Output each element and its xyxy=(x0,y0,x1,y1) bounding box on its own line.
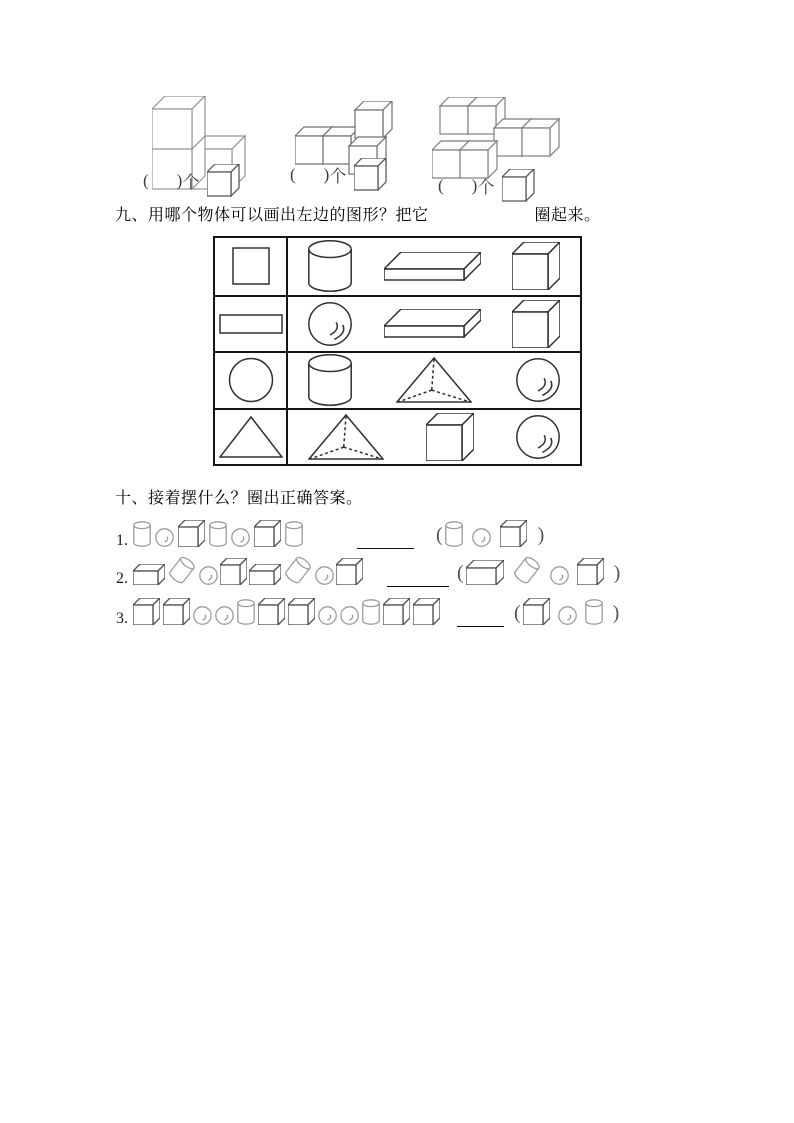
circle-icon xyxy=(228,357,274,403)
section-9-heading-tail: 圈起来。 xyxy=(534,207,601,224)
cylinder-icon xyxy=(285,521,303,547)
object-options-cell xyxy=(288,297,580,352)
cylinder-icon xyxy=(209,521,227,547)
count-caption-1 xyxy=(143,164,240,197)
cube-icon xyxy=(426,413,474,461)
sphere-icon xyxy=(199,566,218,585)
caption-unit: 个 xyxy=(329,167,347,186)
caption-close-paren: ) xyxy=(471,175,478,195)
tilted-cylinder-icon xyxy=(512,555,542,585)
sphere-icon xyxy=(155,528,174,547)
sphere-icon xyxy=(340,606,359,625)
pyramid-icon xyxy=(396,357,472,403)
sphere-icon xyxy=(558,606,577,625)
section-9-heading-text: 九、用哪个物体可以画出左边的图形？把它 xyxy=(115,207,429,224)
sphere-icon xyxy=(315,566,334,585)
sphere-icon xyxy=(516,358,560,402)
options-close-paren: ) xyxy=(613,561,621,584)
count-caption-2 xyxy=(290,158,387,191)
sphere-icon xyxy=(231,528,250,547)
table-row xyxy=(215,351,580,408)
cube-icon xyxy=(512,300,560,348)
pattern-number: 1. xyxy=(116,532,128,549)
tilted-cylinder-icon xyxy=(167,555,197,585)
tilted-cylinder-icon xyxy=(283,555,313,585)
cylinder-icon xyxy=(308,354,352,406)
sphere-icon xyxy=(550,566,569,585)
cube-icon xyxy=(336,558,363,585)
square-icon xyxy=(232,247,270,285)
options-open-paren: ( xyxy=(457,561,464,584)
sphere-icon xyxy=(215,606,234,625)
caption-close-paren: ) xyxy=(176,170,183,190)
pattern-row xyxy=(116,556,622,590)
sphere-icon xyxy=(318,606,337,625)
cuboid-icon xyxy=(249,564,281,585)
cylinder-icon xyxy=(133,521,151,547)
object-options-cell xyxy=(288,238,580,295)
target-shape-cell xyxy=(215,410,288,465)
cube-icon xyxy=(163,598,190,625)
answer-blank xyxy=(457,623,504,627)
target-shape-cell xyxy=(215,353,288,408)
pattern-number: 3. xyxy=(116,610,128,627)
caption-open-paren: ( xyxy=(438,175,444,195)
cube-icon xyxy=(220,558,247,585)
section-9-heading xyxy=(115,202,601,225)
cube-icon xyxy=(354,158,387,191)
caption-open-paren: ( xyxy=(290,164,296,184)
flat-cuboid-icon xyxy=(384,309,481,338)
caption-close-paren: ) xyxy=(323,164,330,184)
cube-icon xyxy=(512,242,560,290)
pattern-number: 2. xyxy=(116,570,128,587)
triangle-icon xyxy=(219,416,283,458)
options-open-paren: ( xyxy=(436,523,443,546)
options-close-paren: ) xyxy=(612,601,620,624)
caption-unit: 个 xyxy=(182,173,200,192)
caption-unit: 个 xyxy=(477,178,495,197)
answer-blank xyxy=(387,583,449,587)
cube-icon xyxy=(133,598,160,625)
cube-icon xyxy=(500,520,527,547)
cylinder-icon xyxy=(237,599,255,625)
sphere-icon xyxy=(308,302,352,346)
count-caption-3 xyxy=(438,169,535,202)
options-open-paren: ( xyxy=(514,601,521,624)
cylinder-icon xyxy=(585,599,603,625)
cube-icon xyxy=(258,598,285,625)
cube-icon xyxy=(254,520,281,547)
matching-table xyxy=(213,236,582,466)
table-row xyxy=(215,295,580,352)
sphere-icon xyxy=(516,415,560,459)
flat-cuboid-icon xyxy=(384,252,481,281)
cylinder-icon xyxy=(445,521,463,547)
cylinder-icon xyxy=(362,599,380,625)
object-options-cell xyxy=(288,353,580,408)
cube-icon xyxy=(413,598,440,625)
pattern-row xyxy=(116,518,546,552)
target-shape-cell xyxy=(215,297,288,352)
cube-icon xyxy=(502,169,535,202)
section-10-heading-text: 十、接着摆什么？圈出正确答案。 xyxy=(115,490,363,507)
sphere-icon xyxy=(193,606,212,625)
cube-icon xyxy=(383,598,410,625)
sphere-icon xyxy=(472,528,491,547)
cube-icon xyxy=(288,598,315,625)
target-shape-cell xyxy=(215,238,288,295)
cube-icon xyxy=(577,558,604,585)
table-row xyxy=(215,408,580,465)
cube-icon xyxy=(178,520,205,547)
cube-icon xyxy=(523,598,550,625)
pattern-row xyxy=(116,596,621,630)
pyramid-icon xyxy=(308,414,384,460)
object-options-cell xyxy=(288,410,580,465)
rectangle-icon xyxy=(219,314,283,334)
table-row xyxy=(215,238,580,295)
answer-blank xyxy=(357,545,414,549)
caption-open-paren: ( xyxy=(143,170,149,190)
cylinder-icon xyxy=(308,240,352,292)
cuboid-icon xyxy=(133,564,165,585)
options-close-paren: ) xyxy=(537,523,545,546)
cuboid-icon xyxy=(466,560,504,585)
section-10-heading xyxy=(115,485,363,508)
cube-icon xyxy=(207,164,240,197)
